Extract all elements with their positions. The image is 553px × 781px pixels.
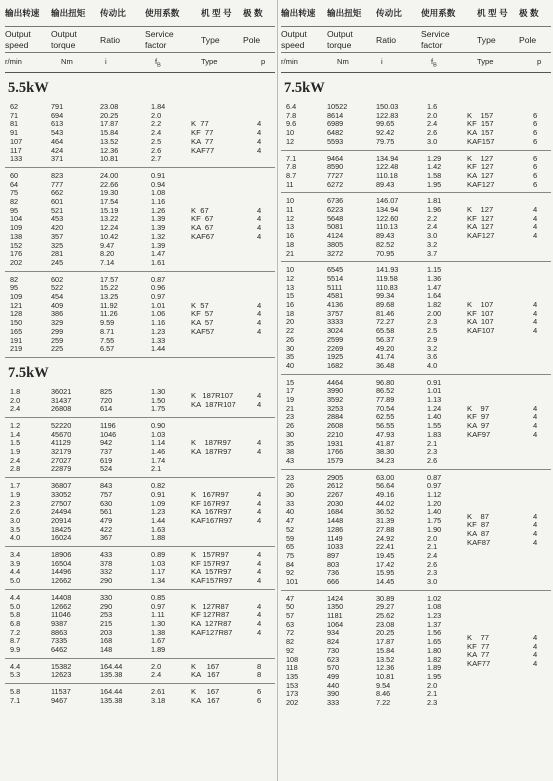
spec-group — [5, 478, 275, 547]
factor-column: 1.02 1.08 1.23 1.37 1.56 1.65 1.80 1.82 1.89 1.95 2.0 2.1 2.3 — [427, 593, 442, 708]
header-cn-5: 极 数 — [519, 8, 539, 18]
header-en-5 — [519, 35, 536, 46]
torque-column: 14408 12662 11046 9387 8863 7335 6462 — [51, 592, 72, 655]
header-en-2 — [100, 35, 120, 46]
header-unit-0: r/min — [5, 57, 22, 66]
type-list: K 77 KF 77 KA 77 KAF77 — [467, 632, 491, 668]
spec-group — [5, 272, 275, 358]
header-cn-0: 输出转速 — [281, 8, 316, 18]
ratio-column: 23.08 20.25 17.87 15.84 13.52 12.36 10.81 — [100, 102, 119, 164]
header-cn-5: 极 数 — [243, 8, 263, 18]
type-list: K 187R97 KA 187R97 — [191, 438, 232, 457]
spec-group — [5, 99, 275, 168]
header-en-line: Service — [421, 29, 450, 39]
spec-group — [5, 659, 275, 684]
type-list: K 57 KF 57 KA 57 KAF57 — [191, 300, 215, 336]
spec-group — [5, 168, 275, 272]
spec-group — [5, 384, 275, 418]
header-cn-1: 输出扭矩 — [51, 8, 86, 18]
header-unit-1: Nm — [61, 57, 73, 66]
factor-column: 0.87 0.97 1.12 1.20 1.40 1.75 1.90 2.0 2.1 2.4 2.6 2.3 3.0 — [427, 472, 442, 587]
pole-list: 6 6 6 6 — [533, 153, 538, 189]
factor-column: 2.0 2.4 — [151, 661, 162, 680]
pole-list: 6 6 6 6 — [533, 110, 538, 146]
torque-column: 6545 5514 5111 4581 4136 3757 3333 3024 2599 2269 1925 1682 — [327, 265, 344, 370]
type-list: K 67 KF 67 KA 67 KAF67 — [191, 205, 215, 241]
spec-group — [5, 547, 275, 590]
speed-column: 82 95 109 121 128 150 165 191 219 — [10, 274, 23, 354]
speed-column: 10 12 13 15 16 18 20 22 26 30 35 40 — [286, 265, 295, 370]
speed-column: 15 17 19 21 23 26 30 35 38 43 — [286, 377, 295, 465]
pole-list: 6 6 — [257, 687, 262, 705]
torque-column: 11537 9467 — [51, 687, 71, 705]
speed-column: 1.8 2.0 2.4 — [10, 386, 21, 414]
header-en-line: Output — [281, 29, 307, 39]
header-cn-2: 传动比 — [100, 8, 126, 18]
torque-column: 791 694 613 543 464 424 371 — [51, 102, 64, 164]
speed-column: 3.4 3.9 4.4 5.0 — [10, 550, 21, 586]
header-en-line: Output — [5, 29, 31, 39]
type-list: K 87 KF 87 KA 87 KAF87 — [467, 511, 491, 547]
torque-column: 823 777 662 601 521 453 420 357 325 281 245 — [51, 170, 64, 267]
header-en-3 — [421, 29, 450, 51]
type-list: K 127R87 KF 127R87 KA 127R87 KAF127R87 — [191, 601, 233, 637]
pole-list: 4 4 4 4 — [533, 299, 538, 336]
torque-column: 10522 8614 6989 6482 5593 — [327, 102, 348, 146]
header-cn-4: 机 型 号 — [477, 8, 508, 18]
factor-column: 2.61 3.18 — [151, 687, 166, 705]
header-en-line: factor — [421, 40, 443, 50]
speed-column: 6.4 7.8 9.6 10 12 — [286, 102, 297, 146]
type-list: K 107 KF 107 KA 107 KAF107 — [467, 299, 495, 336]
ratio-column: 134.94 122.48 110.18 89.43 — [376, 153, 399, 189]
pole-list: 4 4 4 4 — [257, 489, 262, 525]
column-divider — [277, 0, 278, 781]
header-en-5 — [243, 35, 260, 46]
header-en-1 — [51, 29, 77, 51]
header-en-1 — [327, 29, 353, 51]
type-list: K 127 KF 127 KA 127 KAF127 — [467, 153, 495, 189]
speed-column: 10 11 12 13 16 18 21 — [286, 196, 295, 258]
header-unit-0: r/min — [281, 57, 298, 66]
ratio-column: 30.89 29.27 25.62 23.08 20.25 17.87 15.84 13.52 12.36 10.81 9.54 8.46 7.22 — [376, 593, 395, 708]
right-table — [281, 0, 551, 781]
header-unit-3: $f_B$ — [431, 57, 437, 69]
ratio-column: 141.93 119.58 110.83 99.34 89.68 81.46 72.27 65.58 56.37 49.20 41.74 36.48 — [376, 265, 399, 370]
section-title: 7.5kW — [8, 364, 49, 381]
header-rule-1 — [5, 52, 275, 53]
header-en-2 — [376, 35, 396, 46]
header-en-line: Ratio — [376, 35, 397, 45]
type-list: K 97 KF 97 KA 97 KAF97 — [467, 403, 491, 439]
pole-list: 4 4 4 4 — [257, 601, 262, 637]
ratio-column: 164.44 135.38 — [100, 661, 123, 680]
speed-column: 62 71 81 91 107 117 133 — [10, 102, 23, 164]
header-en-line: Output — [51, 29, 77, 39]
header-cn-0: 输出转速 — [5, 8, 40, 18]
header-unit-4: Type — [201, 57, 218, 66]
left-table — [5, 0, 275, 781]
header-en-4 — [201, 35, 220, 46]
header-en-line: torque — [327, 40, 352, 50]
pole-list: 4 4 4 4 — [257, 300, 262, 336]
table-header — [281, 0, 551, 73]
header-en-line: factor — [145, 40, 167, 50]
header-en-line: speed — [5, 40, 29, 50]
spec-group — [281, 591, 551, 712]
ratio-column: 164.44 135.38 — [100, 687, 123, 705]
factor-column: 1.6 2.0 2.4 2.6 3.0 — [427, 102, 438, 146]
torque-column: 15382 12623 — [51, 661, 72, 680]
type-list: K 167 KA 167 — [191, 687, 220, 705]
header-cn-4: 机 型 号 — [201, 8, 232, 18]
ratio-column: 843 757 630 561 479 422 367 — [100, 481, 113, 543]
header-en-line: Type — [201, 35, 220, 45]
ratio-column: 330 290 253 215 203 168 148 — [100, 592, 113, 655]
type-list: K 187R107 KA 187R107 — [191, 391, 236, 409]
torque-column: 4464 3990 3592 3253 2884 2608 2210 1931 1766 1579 — [327, 377, 344, 465]
factor-column: 0.82 0.91 1.09 1.23 1.44 1.63 1.88 — [151, 481, 166, 543]
type-list: K 127 KF 127 KA 127 KAF127 — [467, 204, 495, 241]
header-cn-1: 输出扭矩 — [327, 8, 362, 18]
pole-list: 4 4 4 4 — [257, 205, 262, 241]
speed-column: 5.8 7.1 — [10, 687, 21, 705]
header-en-line: Ratio — [100, 35, 121, 45]
header-unit-4: Type — [477, 57, 494, 66]
ratio-column: 96.80 86.52 77.89 70.54 62.55 56.55 47.93 41.87 38.30 34.23 — [376, 377, 395, 465]
header-unit-2: i — [105, 57, 107, 66]
header-en-line: torque — [51, 40, 76, 50]
header-unit-5: p — [537, 57, 542, 66]
type-list: K 167R97 KF 167R97 KA 167R97 KAF167R97 — [191, 489, 233, 525]
pole-list: 4 4 4 4 — [257, 119, 262, 155]
header-en-0 — [5, 29, 31, 51]
table-header — [5, 0, 275, 73]
header-unit-1: Nm — [337, 57, 349, 66]
header-rule-0 — [5, 26, 275, 27]
speed-column: 7.1 7.8 8.7 11 — [286, 153, 297, 189]
header-rule-0 — [281, 26, 551, 27]
section-title: 7.5kW — [284, 80, 325, 96]
speed-column: 4.4 5.0 5.8 6.8 7.2 8.7 9.9 — [10, 592, 21, 655]
torque-column: 2905 2612 2267 2030 1684 1448 1286 1149 1033 897 803 736 666 — [327, 472, 344, 587]
speed-column: 1.7 1.9 2.3 2.6 3.0 3.5 4.0 — [10, 481, 21, 543]
spec-group — [281, 151, 551, 194]
header-unit-2: i — [381, 57, 383, 66]
pole-list: 4 4 4 4 — [257, 550, 262, 586]
ratio-column: 825 720 614 — [100, 386, 113, 414]
type-list: K 157 KF 157 KA 157 KAF157 — [467, 110, 495, 146]
spec-group — [281, 262, 551, 374]
torque-column: 18906 16504 14496 12662 — [51, 550, 72, 586]
type-list: K 167 KA 167 — [191, 661, 220, 680]
header-en-line: Service — [145, 29, 174, 39]
header-en-4 — [477, 35, 496, 46]
torque-column: 6736 6223 5648 5081 4124 3805 3272 — [327, 196, 344, 258]
header-unit-5: p — [261, 57, 266, 66]
header-rule-1 — [281, 52, 551, 53]
factor-column: 0.91 1.01 1.13 1.24 1.40 1.55 1.83 2.1 2.3 2.6 — [427, 377, 442, 465]
speed-column: 23 26 30 33 40 47 52 59 65 75 84 92 101 — [286, 472, 299, 587]
factor-column: 0.89 1.03 1.17 1.34 — [151, 550, 166, 586]
ratio-column: 17.57 15.22 13.25 11.92 11.26 9.59 8.71 7.55 6.57 — [100, 274, 119, 354]
factor-column: 0.87 0.96 0.97 1.01 1.06 1.16 1.23 1.33 1.44 — [151, 274, 166, 354]
header-en-3 — [145, 29, 174, 51]
factor-column: 0.91 0.94 1.08 1.16 1.26 1.39 1.39 1.32 1.39 1.47 1.61 — [151, 170, 166, 267]
torque-column: 1424 1350 1181 1064 934 824 730 623 570 499 440 390 333 — [327, 593, 344, 708]
pole-list: 4 4 4 4 — [533, 511, 538, 547]
speed-column: 4.4 5.3 — [10, 661, 21, 680]
spec-group — [5, 684, 275, 709]
pole-list: 4 4 4 4 — [533, 632, 538, 668]
ratio-column: 150.03 122.83 99.65 92.42 79.75 — [376, 102, 399, 146]
torque-column: 36807 33052 27507 24494 20914 18425 16024 — [51, 481, 72, 543]
spec-group — [281, 99, 551, 151]
speed-column: 1.2 1.4 1.5 1.9 2.4 2.8 — [10, 420, 21, 474]
speed-column: 60 64 75 82 95 104 109 138 152 176 202 — [10, 170, 23, 267]
pole-list: 4 4 4 4 — [533, 204, 538, 241]
header-cn-3: 使用系数 — [421, 8, 456, 18]
pole-list: 4 4 — [257, 391, 262, 409]
header-unit-3: $f_B$ — [155, 57, 161, 69]
spec-group — [281, 193, 551, 262]
header-en-line: Pole — [243, 35, 261, 45]
header-en-line: Type — [477, 35, 496, 45]
ratio-column: 146.07 134.94 122.60 110.13 89.43 82.52 70.95 — [376, 196, 399, 258]
torque-column: 602 522 454 409 386 329 299 259 225 — [51, 274, 64, 354]
pole-list: 8 8 — [257, 661, 262, 680]
spec-group — [5, 418, 275, 478]
factor-column: 0.85 0.97 1.11 1.30 1.38 1.67 1.89 — [151, 592, 166, 655]
header-en-line: speed — [281, 40, 305, 50]
ratio-column: 433 378 332 290 — [100, 550, 113, 586]
section-title: 5.5kW — [8, 80, 49, 96]
torque-column: 36021 31437 26808 — [51, 386, 72, 414]
factor-column: 1.81 1.96 2.2 2.4 3.0 3.2 3.7 — [427, 196, 442, 258]
factor-column: 1.84 2.0 2.2 2.4 2.5 2.6 2.7 — [151, 102, 166, 164]
ratio-column: 1196 1046 942 737 619 524 — [100, 420, 117, 474]
pole-list: 4 4 4 4 — [533, 403, 538, 439]
header-cn-2: 传动比 — [376, 8, 402, 18]
header-en-line: Output — [327, 29, 353, 39]
type-list: K 157R97 KF 157R97 KA 157R97 KAF157R97 — [191, 550, 233, 586]
speed-column: 47 50 57 63 72 82 92 108 118 135 153 173 202 — [286, 593, 299, 708]
torque-column: 9464 8590 7727 6272 — [327, 153, 344, 189]
factor-column: 0.90 1.03 1.14 1.46 1.74 2.1 — [151, 420, 166, 474]
factor-column: 1.29 1.42 1.58 1.95 — [427, 153, 442, 189]
spec-group — [281, 375, 551, 470]
factor-column: 1.15 1.36 1.47 1.64 1.82 2.00 2.3 2.5 2.9 3.2 3.6 4.0 — [427, 265, 442, 370]
spec-group — [5, 590, 275, 659]
spec-group — [281, 470, 551, 591]
type-list: K 77 KF 77 KA 77 KAF77 — [191, 119, 215, 155]
header-en-0 — [281, 29, 307, 51]
header-en-line: Pole — [519, 35, 537, 45]
ratio-column: 24.00 22.66 19.30 17.54 15.19 13.22 12.24 10.42 9.47 8.20 7.14 — [100, 170, 119, 267]
torque-column: 52220 45670 41129 32179 27027 22879 — [51, 420, 72, 474]
ratio-column: 63.00 56.64 49.16 44.02 36.52 31.39 27.88 24.92 22.41 19.45 17.42 15.95 14.45 — [376, 472, 395, 587]
pole-list: 4 4 — [257, 438, 262, 457]
header-cn-3: 使用系数 — [145, 8, 180, 18]
factor-column: 1.30 1.50 1.75 — [151, 386, 166, 414]
